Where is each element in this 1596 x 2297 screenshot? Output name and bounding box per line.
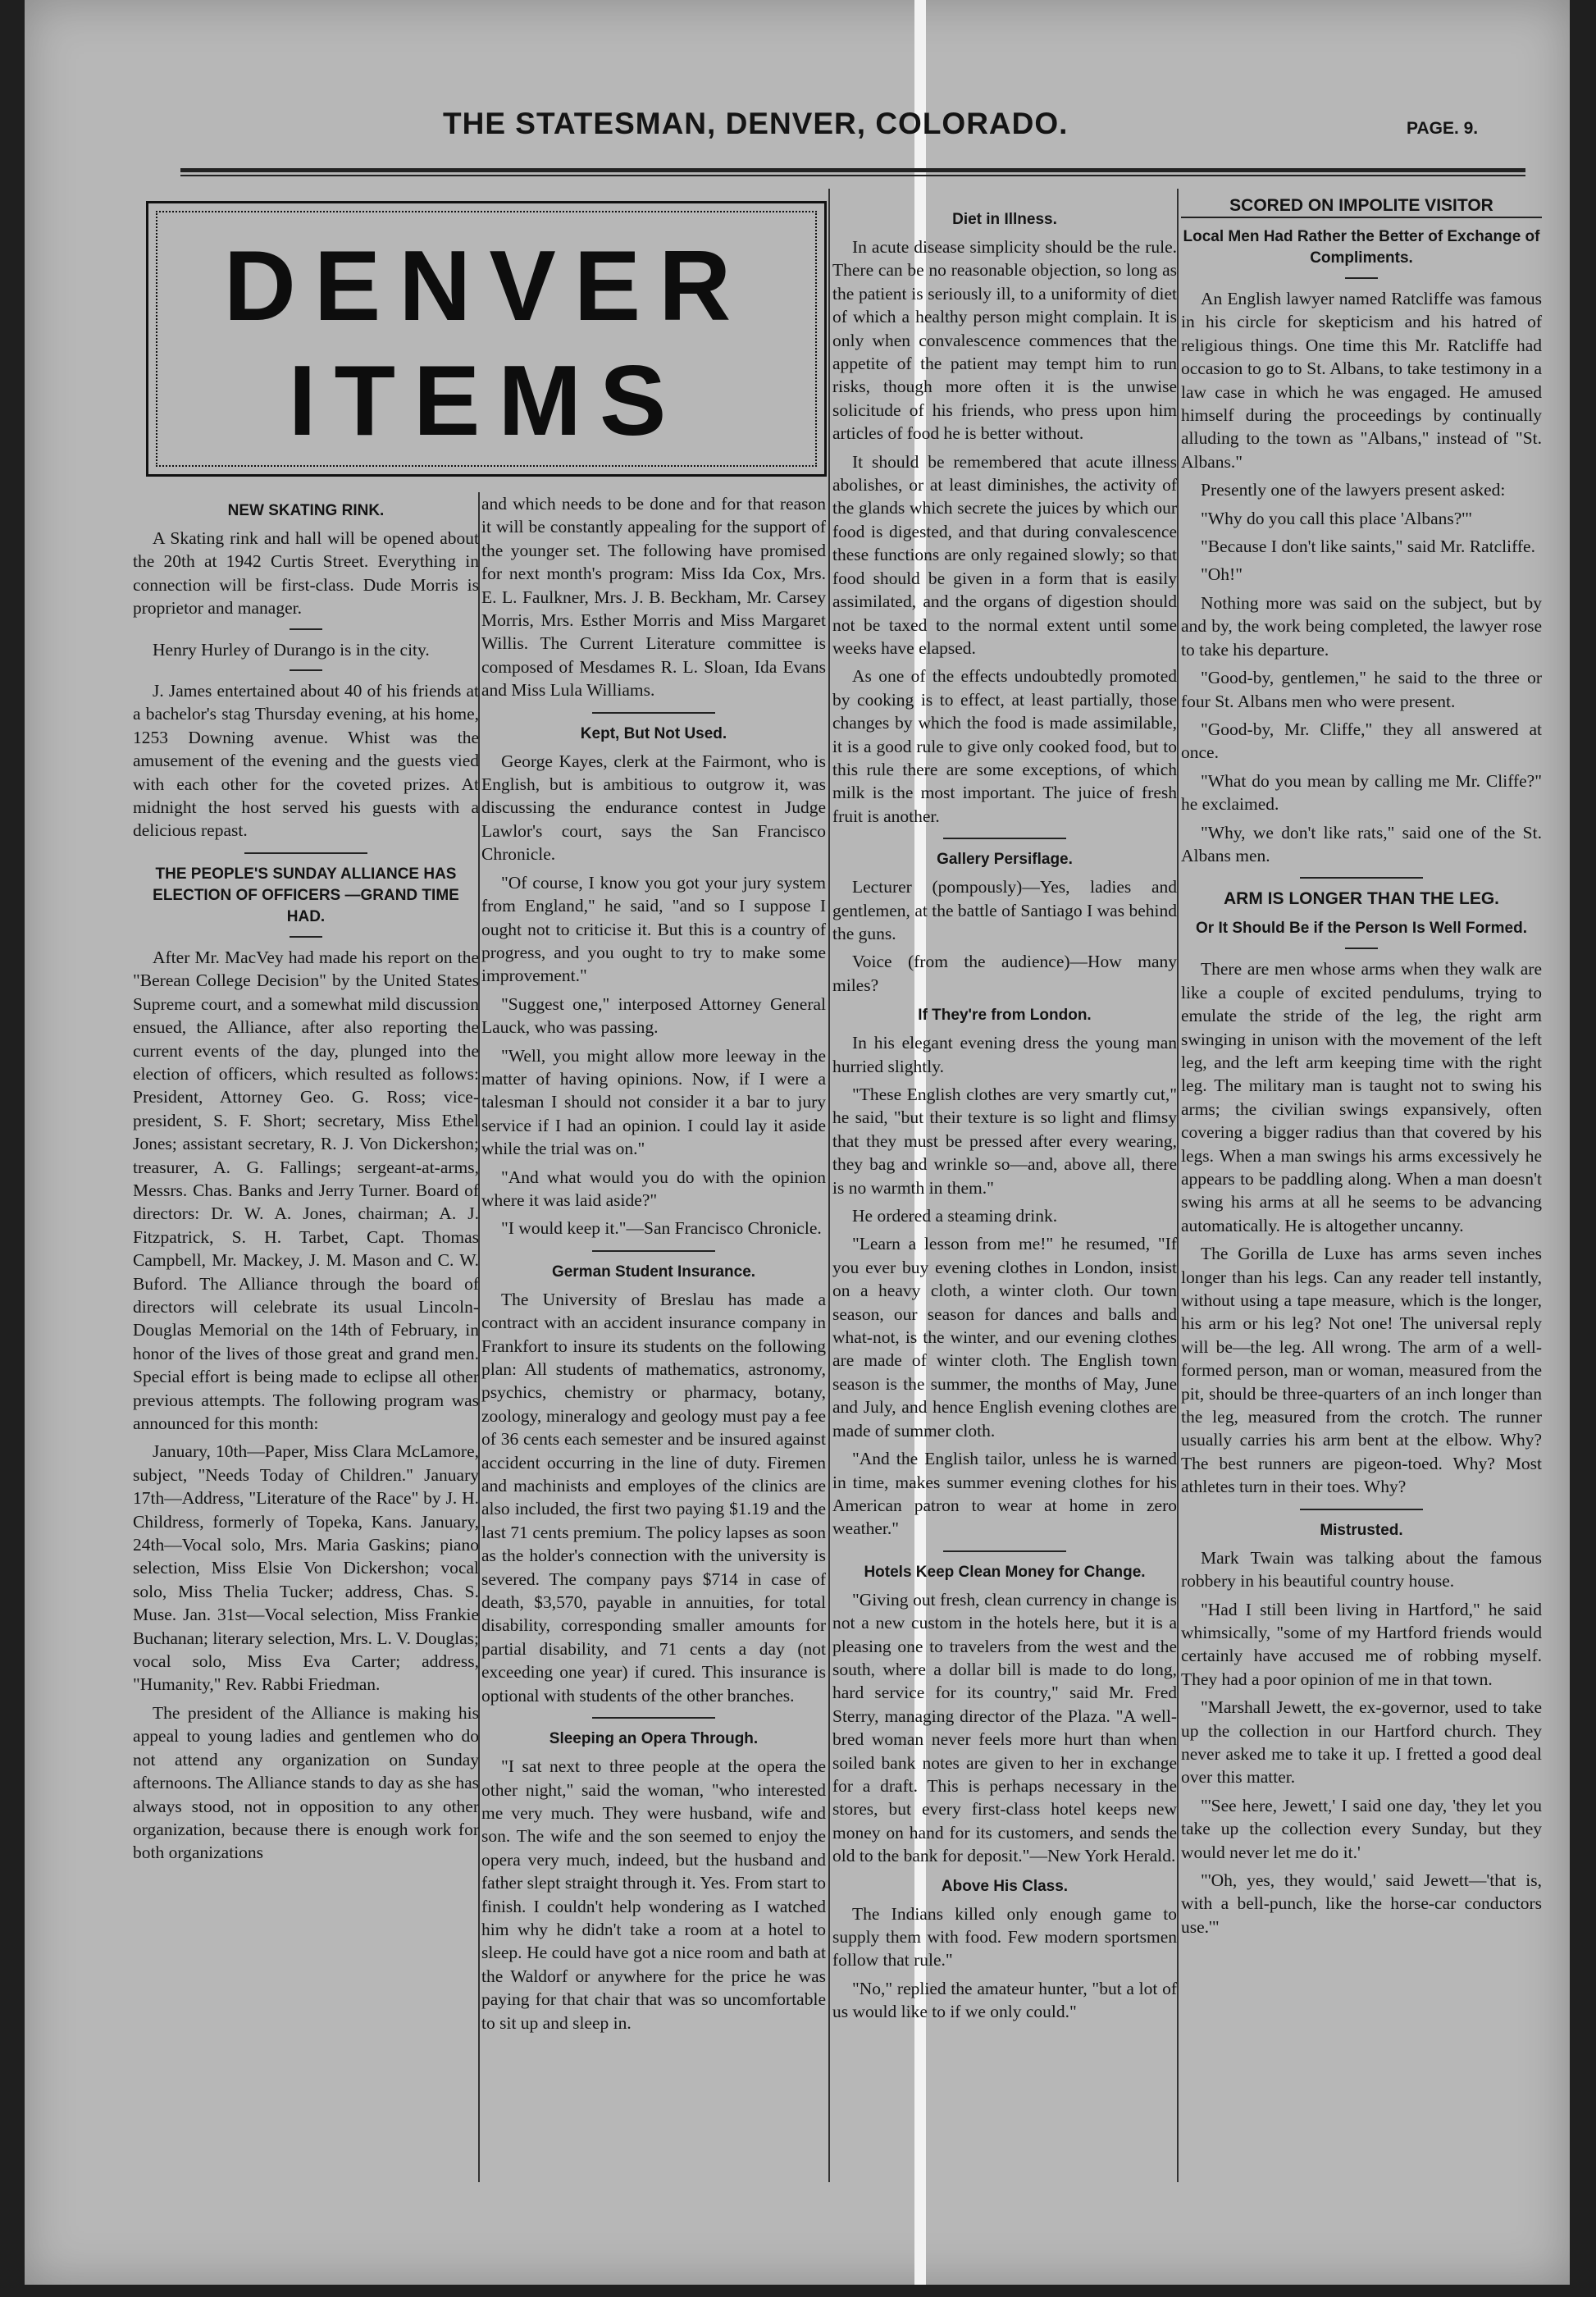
article-paragraph: Presently one of the lawyers present asked: (1201, 480, 1506, 500)
article-paragraph: "Why, we don't like rats," said one of the St. Albans men. (1181, 822, 1542, 865)
headline: SCORED ON IMPOLITE VISITOR (1181, 195, 1542, 218)
article-paragraph: George Kayes, clerk at the Fairmont, who is English, but is ambitious to outgrow it, was discussing the endurance contest in Judge Lawlor's court, says the San Francisco Chronicle. (481, 751, 826, 865)
article-paragraph: There are men whose arms when they walk are like a couple of excited pendulums, trying to emulate the stride of the leg, the right arm swinging in unison with the movement of the left leg, and the left arm keeping time with the right leg. The military man is taught not to swing his arms; the civilian swings expansively, often covering a bigger radius than that covered by his legs. When a man swings his arms excessively he appears to be paddling along. When a man doesn't swing his arms at all he seems to be advancing automatically. He is altogether uncanny. (1181, 959, 1542, 1235)
masthead-rule (180, 168, 1525, 176)
article-paragraph: Mark Twain was talking about the famous robbery in his beautiful country house. (1181, 1547, 1542, 1591)
article-paragraph: "Giving out fresh, clean currency in change is not a new custom in the hotels here, but it is a pleasing one to travelers from the west and the south, where a dollar bill is made to do long, hard service for its country," said Mr. Fred Sterry, managing director of the Plaza. "A well-bred woman never feels more hurt than when soiled bank notes are given to her in exchange for a draft. This is perhaps necessary in the stores, but every first-class hotel keeps new money on hand for its customers, and sends the old to the bank for deposit."—New York Herald. (832, 1589, 1177, 1866)
column-rule (1177, 189, 1179, 2182)
headline: Above His Class. (941, 1877, 1069, 1895)
headline: Diet in Illness. (952, 211, 1057, 228)
article-paragraph: "I sat next to three people at the opera the other night," said the woman, "who interested me very much. They were husband, wife and son. The wife and the son seemed to enjoy the opera very much, indeed, but the husband and father slept straight through it. Yes. From start to finish. I couldn't help wondering as I watched him why he didn't take a room at a hotel to sleep. He could have got a nice room and bath at the Waldorf or anywhere for the price he was paying for that chair that was so uncomfortable to sit up and sleep in. (481, 1756, 826, 2033)
article-paragraph: In his elegant evening dress the young man hurried slightly. (832, 1033, 1177, 1076)
article-paragraph: J. James entertained about 40 of his friends at a bachelor's stag Thursday evening, at his home, 1253 Downing avenue. Whist was the amusement of the evening and the guests vied with each other for the coveted prizes. At midnight the host served his guests with a delicious repast. (133, 681, 479, 841)
article-paragraph: "Why do you call this place 'Albans?'" (1201, 508, 1472, 528)
headline: Gallery Persiflage. (937, 851, 1073, 869)
separator (244, 852, 367, 854)
page-number: PAGE. 9. (1407, 119, 1479, 138)
headline: German Student Insurance. (551, 1263, 756, 1281)
article-paragraph: "Marshall Jewett, the ex-governor, used to take up the collection in our Hartford church. They never asked me to take it up. I fretted a good deal over this matter. (1181, 1697, 1542, 1788)
denver-items-banner (146, 201, 827, 477)
article-paragraph: "Oh!" (1201, 564, 1243, 585)
subheadline: Local Men Had Rather the Better of Exchange of Compliments. (1183, 228, 1540, 267)
headline: NEW SKATING RINK. (227, 502, 385, 519)
column-4 (1181, 187, 1542, 1943)
headline: ARM IS LONGER THAN THE LEG. (1224, 889, 1499, 909)
article-paragraph: "Good-by, Mr. Cliffe," they all answered at once. (1181, 719, 1542, 763)
article-paragraph: and which needs to be done and for that reason it will be constantly appealing for the support of the younger set. The following have promised for next month's program: Miss Ida Cox, Mrs. E. L. Faulkner, Mrs. J. B. Beckham, Mr. Carsey Morris, Mrs. Esther Morris and Miss Margaret Willis. The Current Literature committee is composed of Mesdames R. L. Sloan, Ida Evans and Miss Lula Williams. (481, 494, 826, 701)
article-paragraph: January, 10th—Paper, Miss Clara McLamore, subject, "Needs Today of Children." January 17th—Address, "Literature of the Race" by J. H. Childress, formerly of Topeka, Kans. January, 24th—Vocal solo, Mrs. Maria Gaskins; piano selection, Miss Elsie Von Dickershon; vocal solo, Miss Thelia Tucker; address, Chas. S. Muse. Jan. 31st—Vocal selection, Miss Frankie Buchanan; literary selection, Mrs. L. V. Douglas; vocal solo, Miss Eva Carter; address, "Humanity," Rev. Rabbi Friedman. (133, 1441, 479, 1695)
article-paragraph: "Suggest one," interposed Attorney General Lauck, who was passing. (481, 993, 826, 1038)
article-paragraph: "Learn a lesson from me!" he resumed, "If you ever buy evening clothes in London, insist on a heavy cloth, a winter cloth. Our town season, our season for dances and balls and what-not, is the winter, and our evening clothes are made of winter cloth. The English town season is the summer, the months of May, June and July, and hence English evening clothes are made of summer cloth. (832, 1234, 1177, 1441)
separator (943, 838, 1066, 839)
headline: THE PEOPLE'S SUNDAY ALLIANCE HAS ELECTION OF OFFICERS —GRAND TIME HAD. (153, 865, 459, 925)
article-paragraph: "Of course, I know you got your jury system from England," he said, "and so I suppose I ought not to criticise it. But this is a country of progress, and you ought to try to make some improvement." (481, 872, 826, 986)
article-paragraph: He ordered a steaming drink. (852, 1206, 1058, 1226)
column-rule (828, 189, 830, 2182)
separator (1345, 948, 1378, 949)
separator (290, 936, 322, 938)
article-paragraph: After Mr. MacVey had made his report on the "Berean College Decision" by the United States Supreme court, and a somewhat mild discussion ensued, the Alliance, after also reporting the current events of the day, plunged into the election of officers, which resulted as follows: President, Attorney Geo. G. Ross; vice-president, S. F. Short; secretary, Miss Ethel Jones; assistant secretary, R. J. Von Dickershon; treasurer, A. G. Fallings; sergeant-at-arms, Messrs. Chas. Banks and Jerry Turner. Board of directors: Dr. W. A. Jones, chairman; A. J. Fitzpatrick, S. H. Tarbet, Capt. Thomas Campbell, Mr. Mackey, J. M. Mason and C. W. Buford. The Alliance through the board of directors will celebrate its usual Lincoln-Douglas Memorial on the 14th of February, in honor of the lives of those great and grand men. Special effort is being made to eclipse all other previous attempts. The following program was announced for this month: (133, 947, 479, 1433)
article-paragraph: "'See here, Jewett,' I said one day, 'they let you take up the collection every Sunday, but they would never let me do it.' (1181, 1795, 1542, 1862)
column-3 (832, 201, 1177, 2029)
article-paragraph: An English lawyer named Ratcliffe was famous in his circle for skepticism and his hatred of religious things. One time this Mr. Ratcliffe had occasion to go to St. Albans, to take testimony in a law case in which he was engaged. He amused himself during the proceedings by continually alluding to the town as "Albans," instead of "St. Albans." (1181, 289, 1542, 472)
separator (592, 712, 715, 714)
article-paragraph: "Well, you might allow more leeway in the matter of having opinions. Now, if I were a talesman I should not consider it a bar to jury service if I had an opinion. I could lay it aside while the trial was on." (481, 1045, 826, 1159)
article-paragraph: The Indians killed only enough game to supply them with food. Few modern sportsmen follow that rule." (832, 1903, 1177, 1970)
column-2 (481, 492, 826, 2039)
article-paragraph: Henry Hurley of Durango is in the city. (153, 639, 430, 660)
subheadline: Or It Should Be if the Person Is Well Formed. (1196, 920, 1527, 938)
article-paragraph: "And the English tailor, unless he is warned in time, makes summer evening clothes for his American patron to wear at home in zero weather." (832, 1449, 1177, 1539)
article-paragraph: "Because I don't like saints," said Mr. Ratcliffe. (1201, 537, 1535, 557)
article-paragraph: In acute disease simplicity should be the rule. There can be no reasonable objection, so long as the patient is seriously ill, to a uniformity of diet of which a healthy person might complain. It is only when convalescence commences that the appetite of the patient may tempt him to run risks, though more often it is the unwise solicitude of his friends, who press upon him articles of food he is better without. (832, 237, 1177, 444)
separator (290, 669, 322, 671)
headline: Hotels Keep Clean Money for Change. (864, 1563, 1146, 1581)
article-paragraph: It should be remembered that acute illness abolishes, or at least diminishes, the activity of the glands which secrete the juices by which our food is digested, and that during convalescence these functions are only regained slowly; so that food should be given in a form that is easily assimilated, and the organs of digestion should not be taxed to the normal extent until some weeks have elapsed. (832, 451, 1177, 658)
article-paragraph: A Skating rink and hall will be opened about the 20th at 1942 Curtis Street. Everything in connection will be first-class. Dude Morris is proprietor and manager. (133, 528, 479, 619)
separator (1300, 877, 1423, 879)
column-1 (133, 492, 479, 1870)
article-paragraph: "And what would you do with the opinion where it was laid aside?" (481, 1167, 826, 1210)
article-paragraph: The University of Breslau has made a contract with an accident insurance company in Frankfort to insure its students on the following plan: All students of mathematics, astronomy, psychics, chemistry or pharmacy, botany, zoology, mineralogy and geology must pay a fee of 36 cents each semester and be insured against accident occurring in the line of duty. Firemen and machinists and employes of the clinics are also included, the first two paying $1.19 and the last 71 cents premium. The policy lapses as soon as the holder's connection with the university is severed. The company pays $714 in case of death, $3,570, payable in annuities, for total disability, corresponding smaller amounts for partial disability, and 71 cents a day (not exceeding one year) if cured. This insurance is optional with students of the other branches. (481, 1289, 826, 1706)
article-paragraph: "Good-by, gentlemen," he said to the three or four St. Albans men who were present. (1181, 668, 1542, 711)
separator (290, 628, 322, 630)
article-paragraph: "These English clothes are very smartly cut," he said, "but their texture is so light and flimsy that they must be pressed after every wearing, they bag and wrinkle so—and, above all, there is no warmth in them." (832, 1085, 1177, 1198)
article-paragraph: "'Oh, yes, they would,' said Jewett—'that is, with a bell-punch, like the horse-car conductors use.'" (1181, 1870, 1542, 1937)
separator (943, 1550, 1066, 1552)
headline: Kept, But Not Used. (580, 724, 727, 742)
article-paragraph: Voice (from the audience)—How many miles? (832, 952, 1177, 995)
separator (1345, 277, 1378, 279)
banner-line-2: ITEMS (288, 345, 685, 456)
headline: Mistrusted. (1320, 1521, 1403, 1539)
article-paragraph: Lecturer (pompously)—Yes, ladies and gentlemen, at the battle of Santiago I was behind the guns. (832, 877, 1177, 943)
separator (592, 1717, 715, 1719)
article-paragraph: As one of the effects undoubtedly promoted by cooking is to effect, at least partially, those changes by which the food is made assimilable, it is a good rule to give only cooked food, but to this rule there are some exceptions, of which milk is the most important. The juice of fresh fruit is another. (832, 666, 1177, 826)
headline: If They're from London. (918, 1007, 1092, 1025)
banner-line-1: DENVER (223, 230, 750, 341)
article-paragraph: "No," replied the amateur hunter, "but a lot of us would like to if we only could." (832, 1978, 1177, 2022)
masthead-title: THE STATESMAN, DENVER, COLORADO. (443, 107, 1069, 140)
newspaper-page (25, 0, 1570, 2285)
article-paragraph: "What do you mean by calling me Mr. Cliffe?" he exclaimed. (1181, 770, 1542, 815)
article-paragraph: The president of the Alliance is making his appeal to young ladies and gentlemen who do not attend any organization on Sunday afternoons. The Alliance stands to day as she has always stood, not in opposition to any other organization, because there is enough work for both organizations (133, 1702, 479, 1863)
article-paragraph: "Had I still been living in Hartford," he said whimsically, "some of my Hartford friends would certainly have accused me of robbing myself. They had a poor opinion of me in that town. (1181, 1599, 1542, 1689)
article-paragraph: The Gorilla de Luxe has arms seven inches longer than his legs. Can any reader tell instantly, without using a tape measure, which is the longer, his arm or his leg? Not one! The universal reply will be—the leg. All wrong. The arm of a well-formed person, man or woman, measured from the pit, should be three-quarters of an inch longer than the leg, measured from the crotch. The runner usually carries his arm bent at the elbow. Why? The best runners are pigeon-toed. Why? Most athletes turn in their toes. Why? (1181, 1244, 1542, 1497)
article-paragraph: "I would keep it."—San Francisco Chronicle. (501, 1218, 822, 1239)
article-paragraph: Nothing more was said on the subject, but by and by, the work being completed, the lawyer rose to take his departure. (1181, 592, 1542, 660)
headline: Sleeping an Opera Through. (549, 1730, 759, 1748)
separator (1300, 1509, 1423, 1510)
separator (592, 1250, 715, 1252)
